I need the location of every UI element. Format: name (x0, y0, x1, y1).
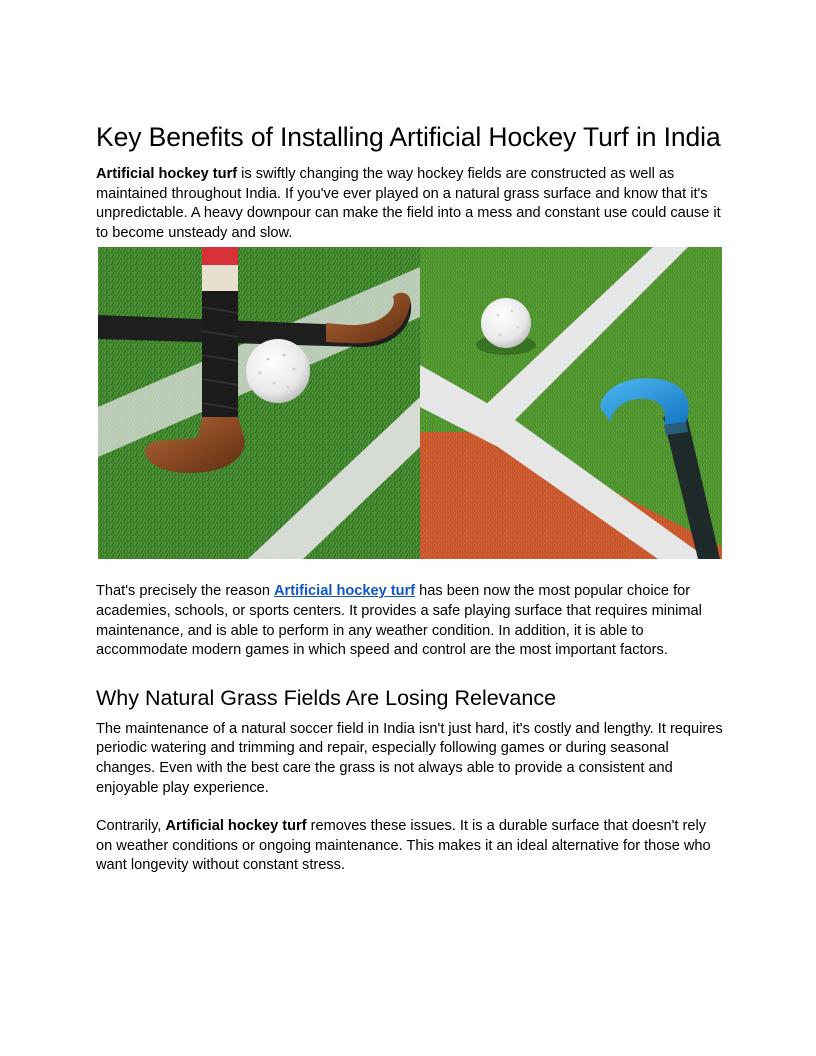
right-photo (420, 247, 722, 559)
paragraph-natural-grass: The maintenance of a natural soccer field in India isn't just hard, it's costly and lengthy. It requires periodic watering and trimming and repair, especially following games or during seasonal changes. Even with the best care the grass is not always able to provide a consistent and enjoyable play experience. (96, 720, 723, 796)
para2-after: has been now the most popular choice for academies, schools, or sports centers. It provides a safe playing surface that requires minimal maintenance, and is able to perform in any weather condition. In addition, it is able to accommodate modern games in which speed and control are the most important factors. (96, 583, 702, 659)
para4-bold-term: Artificial hockey turf (165, 818, 307, 835)
hockey-turf-image (98, 247, 722, 559)
document-page (96, 120, 724, 876)
para4-after: removes these issues. It is a durable surface that doesn't rely on weather conditions or ongoing maintenance. This makes it an ideal alternative for those who want longevity without constant stress. (96, 818, 711, 874)
section-heading: Why Natural Grass Fields Are Losing Relevance (96, 685, 557, 710)
intro-text: is swiftly changing the way hockey fields are constructed as well as maintained throughout India. If you've ever played on a natural grass surface and know that it's unpredictable. A heavy downpour can make the field into a mess and constant use could cause it to become unsteady and slow. (96, 166, 721, 241)
para4-before: Contrarily, (96, 818, 166, 835)
left-photo (98, 247, 420, 559)
paragraph-contrarily (96, 817, 724, 876)
intro-bold-term: Artificial hockey turf (96, 166, 238, 182)
page-title: Key Benefits of Installing Artificial Hockey Turf in India (96, 122, 721, 152)
intro-paragraph (96, 165, 724, 243)
para2-before: That's precisely the reason (96, 583, 274, 600)
artificial-hockey-turf-link[interactable]: Artificial hockey turf (274, 583, 416, 600)
paragraph-why-turf (96, 582, 724, 660)
